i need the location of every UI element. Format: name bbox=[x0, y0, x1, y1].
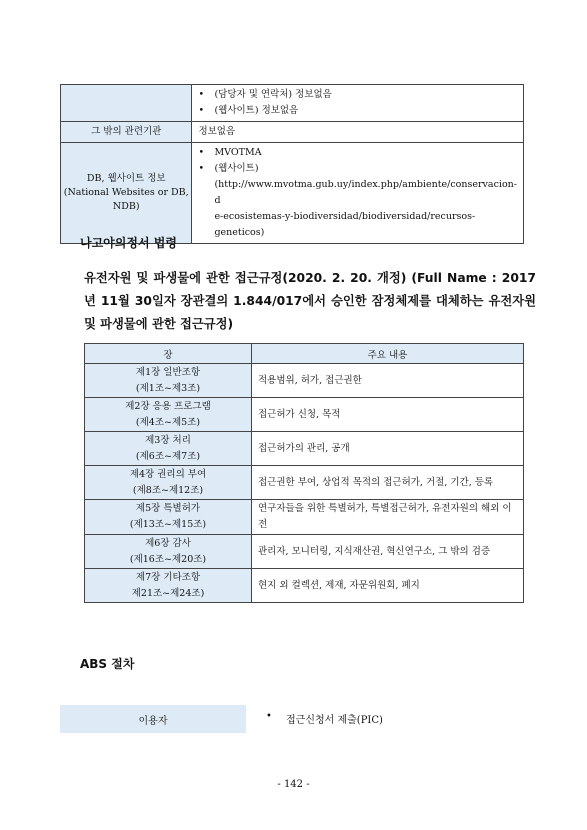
table-row bbox=[85, 432, 524, 466]
law-title: 유전자원 및 파생물에 관한 접근규정(2020. 2. 20. 개정) (Full Name : 2017년 11월 30일자 장관결의 1.844/017에서 승인한 잠정체제를 대체하는 유전자원 및 파생물에 관한 접근규정) bbox=[84, 271, 536, 331]
table-row bbox=[85, 535, 524, 569]
bullet-icon: • bbox=[198, 89, 205, 100]
agency-info-table bbox=[60, 84, 524, 244]
bullet-text: MVOTMA bbox=[214, 147, 262, 158]
db-website-label bbox=[61, 143, 192, 244]
chapter-content: 접근권한 부여, 상업적 목적의 접근허가, 거절, 기간, 등록 bbox=[252, 466, 524, 500]
chapter-table bbox=[84, 343, 524, 603]
chapter-articles: (제8조~제12조) bbox=[132, 484, 204, 496]
bullet-icon: • bbox=[198, 105, 205, 116]
table-row bbox=[85, 398, 524, 432]
chapter-cell bbox=[85, 398, 252, 432]
list-item bbox=[198, 145, 517, 161]
bullet-icon: • bbox=[266, 711, 272, 722]
label-line: (National Websites or DB, NDB) bbox=[63, 187, 189, 212]
chapter-cell bbox=[85, 535, 252, 569]
table-cell-blank bbox=[61, 85, 192, 122]
abs-heading: ABS 절차 bbox=[80, 657, 135, 671]
list-item bbox=[266, 711, 383, 726]
bullet-icon: • bbox=[198, 147, 205, 158]
website-url: e-ecosistemas-y-biodiversidad/biodiversidad/recursos-geneticos) bbox=[214, 211, 476, 238]
website-url: (http://www.mvotma.gub.uy/index.php/ambiente/conservacion-d bbox=[214, 179, 517, 206]
column-header: 주요 내용 bbox=[252, 344, 524, 364]
chapter-articles: (제1조~제3조) bbox=[135, 382, 201, 394]
table-row bbox=[85, 364, 524, 398]
chapter-title: 제4장 권리의 부여 bbox=[129, 468, 207, 480]
list-item bbox=[198, 161, 517, 177]
label-line: DB, 웹사이트 정보 bbox=[86, 173, 166, 184]
section-heading: 나고야의정서 법령 bbox=[80, 236, 177, 250]
contact-cell bbox=[192, 85, 524, 122]
chapter-content: 연구자들을 위한 특별허가, 특별접근허가, 유전자원의 해외 이전 bbox=[252, 500, 524, 535]
chapter-cell bbox=[85, 569, 252, 603]
bullet-icon: • bbox=[198, 163, 205, 174]
chapter-content: 관리자, 모니터링, 지식재산권, 혁신연구소, 그 밖의 검증 bbox=[252, 535, 524, 569]
chapter-title: 제3장 처리 bbox=[145, 434, 191, 446]
chapter-articles: (제4조~제5조) bbox=[135, 416, 201, 428]
chapter-title: 제1장 일반조항 bbox=[135, 366, 201, 378]
table-row bbox=[85, 569, 524, 603]
bullet-text: (웹사이트) bbox=[214, 163, 259, 174]
column-header: 장 bbox=[85, 344, 252, 364]
chapter-title: 제2장 응용 프로그램 bbox=[125, 400, 211, 412]
chapter-content: 접근허가의 관리, 공개 bbox=[252, 432, 524, 466]
chapter-articles: (제16조~제20조) bbox=[129, 553, 207, 565]
bullet-text: (담당자 및 연락처) 정보없음 bbox=[214, 89, 332, 100]
db-website-cell bbox=[192, 143, 524, 244]
chapter-cell bbox=[85, 466, 252, 500]
chapter-cell bbox=[85, 364, 252, 398]
related-agency-label: 그 밖의 관련기관 bbox=[61, 122, 192, 143]
actor-box bbox=[60, 705, 246, 733]
list-item bbox=[198, 103, 517, 119]
table-row bbox=[85, 466, 524, 500]
chapter-articles: (제6조~제7조) bbox=[135, 450, 201, 462]
chapter-articles: 제21조~제24조) bbox=[131, 587, 205, 599]
chapter-cell bbox=[85, 432, 252, 466]
chapter-title: 제5장 특별허가 bbox=[135, 503, 201, 514]
table-header-row bbox=[85, 344, 524, 364]
related-agency-value: 정보없음 bbox=[192, 122, 524, 143]
table-row bbox=[61, 143, 524, 244]
list-item bbox=[198, 87, 517, 103]
chapter-cell bbox=[85, 500, 252, 535]
chapter-content: 현지 외 컬렉션, 제재, 자문위원회, 폐지 bbox=[252, 569, 524, 603]
chapter-title: 제6장 감사 bbox=[145, 537, 191, 549]
chapter-content: 적용범위, 허가, 접근권한 bbox=[252, 364, 524, 398]
chapter-content: 접근허가 신청, 목적 bbox=[252, 398, 524, 432]
table-row bbox=[61, 122, 524, 143]
step-text: 접근신청서 제출(PIC) bbox=[286, 715, 383, 726]
page-number: - 142 - bbox=[277, 779, 310, 790]
table-row bbox=[85, 500, 524, 535]
chapter-articles: (제13조~제15조) bbox=[129, 519, 207, 530]
table-row bbox=[61, 85, 524, 122]
actor-label: 이용자 bbox=[138, 715, 168, 727]
chapter-title: 제7장 기타조항 bbox=[135, 571, 201, 583]
bullet-text: (웹사이트) 정보없음 bbox=[214, 105, 299, 116]
